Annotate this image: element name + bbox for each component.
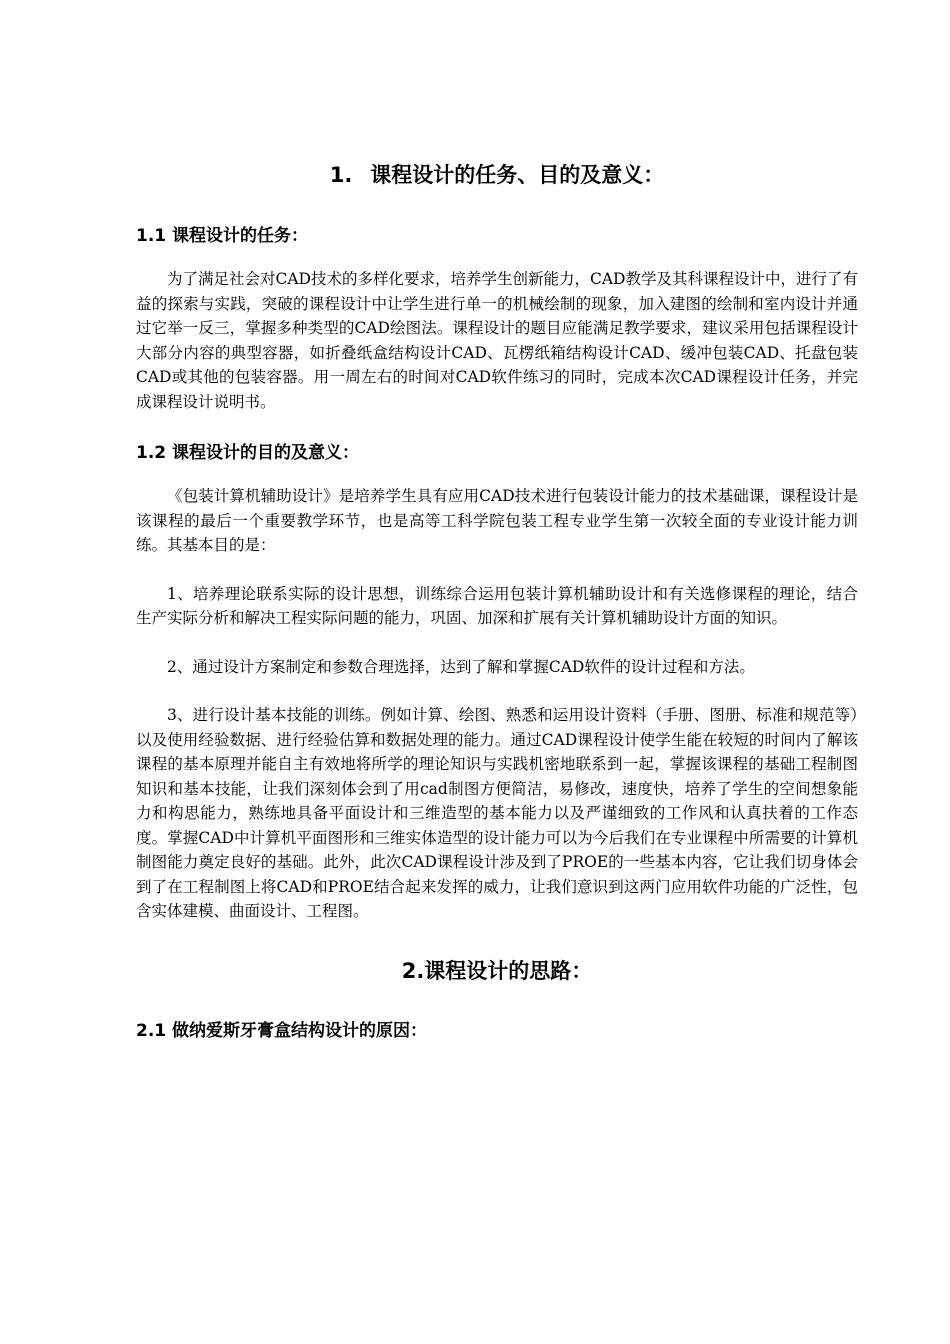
document-content xyxy=(136,160,858,1044)
section-1-title: 课程设计的任务、目的及意义： xyxy=(370,163,665,187)
section-2-heading xyxy=(136,956,858,986)
subsection-1-1-paragraph-1: 为了满足社会对CAD技术的多样化要求，培养学生创新能力，CAD教学及其科课程设计中，进行了有益的探索与实践，突破的课程设计中让学生进行单一的机械绘制的现象，加入建图的绘制和室内设计并通过它举一反三，掌握多种类型的CAD绘图法。课程设计的题目应能满足教学要求，建议采用包括课程设计大部分内容的典型容器，如折叠纸盒结构设计CAD、瓦楞纸箱结构设计CAD、缓冲包装CAD、托盘包装CAD或其他的包装容器。用一周左右的时间对CAD软件练习的同时，完成本次CAD课程设计任务，并完成课程设计说明书。 xyxy=(136,270,858,411)
section-1-number: 1. xyxy=(329,163,353,187)
subsection-1-2-paragraph-3: 2、通过设计方案制定和参数合理选择，达到了解和掌握CAD软件的设计过程和方法。 xyxy=(167,657,755,676)
subsection-2-1-heading: 2.1 做纳爱斯牙膏盒结构设计的原因： xyxy=(136,1020,428,1041)
subsection-1-2-paragraph-4: 3、进行设计基本技能的训练。例如计算、绘图、熟悉和运用设计资料（手册、图册、标准和规范等）以及使用经验数据、进行经验估算和数据处理的能力。通过CAD课程设计使学生能在较短的时间内了解该课程的基本原理并能自主有效地将所学的理论知识与实践机密地联系到一起，掌握该课程的基础工程制图知识和基本技能，让我们深刻体会到了用cad制图方便简洁，易修改，速度快，培养了学生的空间想象能力和构思能力，熟练地具备平面设计和三维造型的基本能力以及严谨细致的工作风和认真扶着的工作态度。掌握CAD中计算机平面图形和三维实体造型的设计能力可以为今后我们在专业课程中所需要的计算机制图能力奠定良好的基础。此外，此次CAD课程设计涉及到了PROE的一些基本内容，它让我们切身体会到了在工程制图上将CAD和PROE结合起来发挥的威力，让我们意识到这两门应用软件功能的广泛性，包含实体建模、曲面设计、工程图。 xyxy=(136,706,858,920)
subsection-1-2-heading: 1.2 课程设计的目的及意义： xyxy=(136,443,360,463)
subsection-1-1-heading: 1.1 课程设计的任务： xyxy=(136,226,309,246)
subsection-1-2-paragraph-2: 1、培养理论联系实际的设计思想，训练综合运用包装计算机辅助设计和有关选修课程的理论，结合生产实际分析和解决工程实际问题的能力，巩固、加深和扩展有关计算机辅助设计方面的知识。 xyxy=(136,584,858,627)
section-1-heading xyxy=(136,160,858,190)
section-2-title: 2.课程设计的思路： xyxy=(401,958,593,983)
subsection-1-2-paragraph-1: 《包装计算机辅助设计》是培养学生具有应用CAD技术进行包装设计能力的技术基础课，课程设计是该课程的最后一个重要教学环节，也是高等工科学院包装工程专业学生第一次较全面的专业设计能力训练。其基本目的是： xyxy=(136,487,858,554)
